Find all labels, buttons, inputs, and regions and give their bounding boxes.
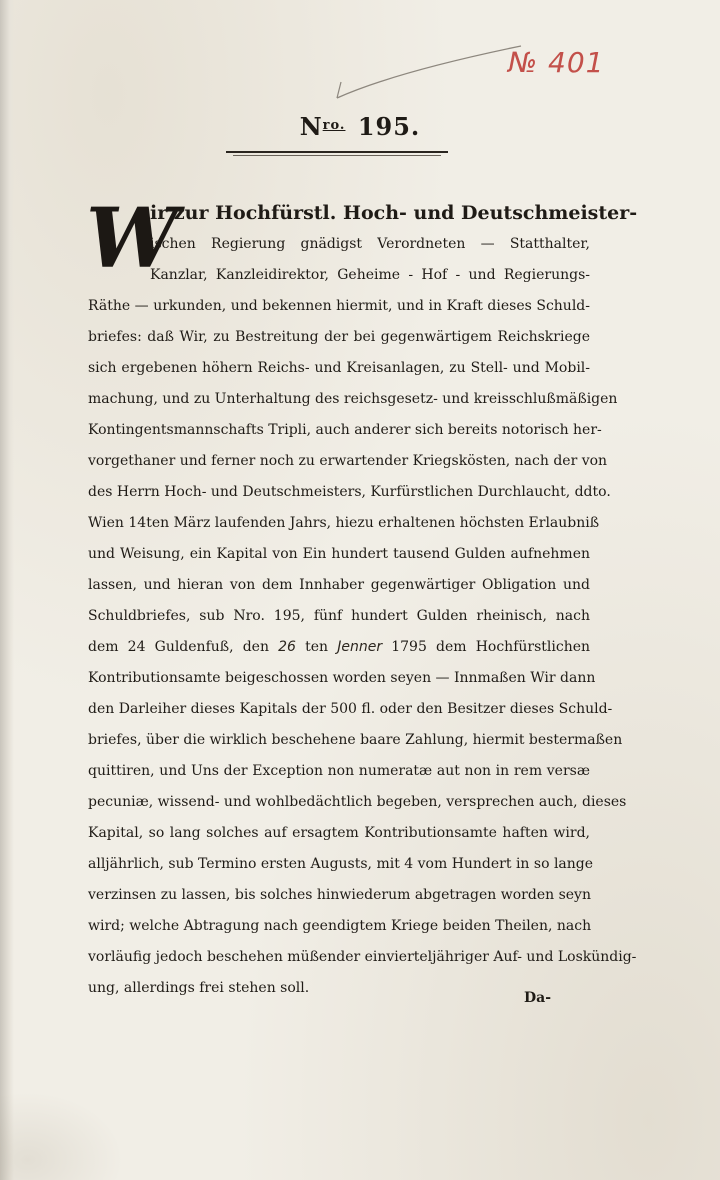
text-line: quittiren, und Uns der Exception non numeratæ aut non in rem versæ [88, 763, 590, 779]
text-line: vorgethaner und ferner noch zu erwartender Kriegskösten, nach der von [88, 453, 608, 469]
text-line: Kontingentsmannschafts Tripli, auch anderer sich bereits notorisch her- [88, 422, 602, 438]
text-line: ir zur Hochfürstl. Hoch- und Deutschmeister- [150, 202, 638, 224]
text-line: Kontributionsamte beigeschossen worden seyen — Innmaßen Wir dann [88, 670, 596, 686]
document-number [0, 112, 720, 141]
document-body [88, 198, 638, 1004]
paper-stain [0, 1080, 140, 1180]
pencil-stroke [335, 42, 525, 102]
text-line: ischen Regierung gnädigst Verordneten — Statthalter, [150, 236, 590, 252]
date-line [88, 632, 590, 663]
text-line: machung, und zu Unterhaltung des reichsgesetz- und kreisschlußmäßigen [88, 391, 618, 407]
text-line: sich ergebenen höhern Reichs- und Kreisanlagen, zu Stell- und Mobil- [88, 360, 590, 376]
text-line: briefes: daß Wir, zu Bestreitung der bei gegenwärtigem Reichskriege [88, 329, 590, 345]
text-line: Schuldbriefes, sub Nro. 195, fünf hundert Gulden rheinisch, nach [88, 608, 590, 624]
text-line: Räthe — urkunden, und bekennen hiermit, und in Kraft dieses Schuld- [88, 298, 590, 314]
text-line: pecuniæ, wissend- und wohlbedächtlich begeben, versprechen auch, dieses [88, 794, 627, 810]
date-pre: dem 24 Guldenfuß, den [88, 639, 269, 655]
text-line: Kanzlar, Kanzleidirektor, Geheime - Hof - und Regierungs- [150, 267, 590, 283]
handwritten-day: 26 [278, 639, 296, 655]
text-line: ung, allerdings frei stehen soll. [88, 980, 310, 996]
handwritten-month: Jenner [337, 639, 383, 655]
date-post: dem Hochfürstlichen [436, 639, 591, 655]
date-year: 1795 [391, 639, 427, 655]
catchword: Da- [524, 990, 552, 1006]
text-line: des Herrn Hoch- und Deutschmeisters, Kurfürstlichen Durchlaucht, ddto. [88, 484, 611, 500]
text-line: alljährlich, sub Termino ersten Augusts, mit 4 vom Hundert in so lange [88, 856, 594, 872]
header-rule-thin [233, 155, 441, 156]
header-rule [226, 151, 448, 153]
text-line: den Darleiher dieses Kapitals der 500 fl. oder den Besitzer dieses Schuld- [88, 701, 613, 717]
number-prefix: N [299, 112, 323, 141]
text-line: Wien 14ten März laufenden Jahrs, hiezu erhaltenen höchsten Erlaubniß [88, 515, 600, 531]
text-line: vorläufig jedoch beschehen müßender einvierteljähriger Auf- und Loskündig- [88, 949, 637, 965]
text-line: Kapital, so lang solches auf ersagtem Kontributionsamte haften wird, [88, 825, 590, 841]
text-line: verzinsen zu lassen, bis solches hinwiederum abgetragen worden seyn [88, 887, 591, 903]
number-prefix-sup: ro. [322, 118, 346, 133]
handwritten-reference-number: № 401 [508, 46, 605, 79]
page-edge-shadow [0, 0, 14, 1180]
text-line: lassen, und hieran von dem Innhaber gegenwärtiger Obligation und [88, 577, 590, 593]
text-line: briefes, über die wirklich beschehene baare Zahlung, hiermit bestermaßen [88, 732, 623, 748]
text-line: und Weisung, ein Kapital von Ein hundert tausend Gulden aufnehmen [88, 546, 590, 562]
number-value: 195. [357, 112, 421, 141]
text-line: wird; welche Abtragung nach geendigtem Kriege beiden Theilen, nach [88, 918, 592, 934]
date-mid: ten [305, 639, 329, 655]
drop-cap-letter: W [86, 191, 179, 287]
